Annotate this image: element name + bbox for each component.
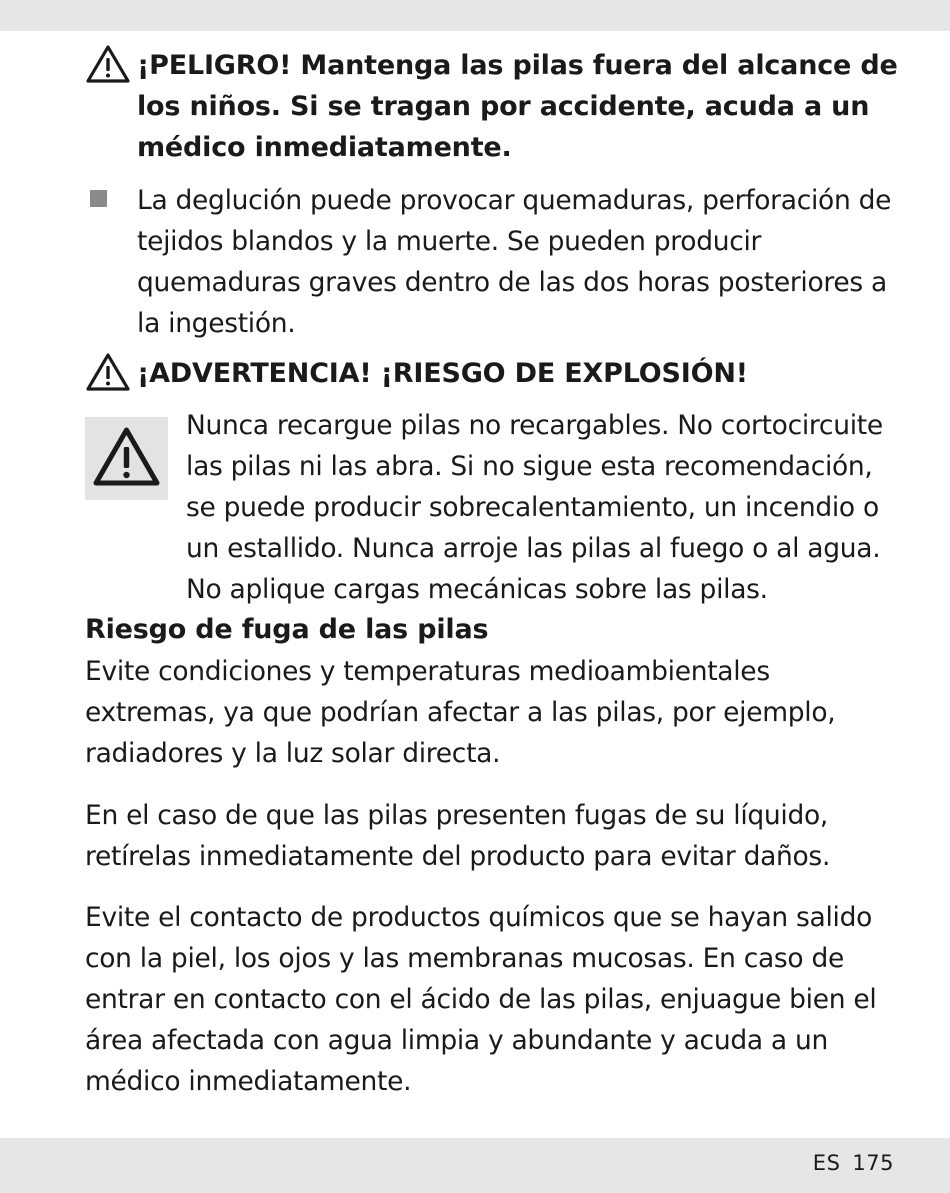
leak-paragraph-2: En el caso de que las pilas presenten fugas de su líquido, retírelas inmediatamente del producto para evitar daños. [85,800,831,872]
warning-triangle-icon [85,417,168,500]
page-footer [813,1151,894,1175]
danger-warning-triangle-icon [85,44,131,84]
leak-paragraph-1: Evite condiciones y temperaturas medioambientales extremas, ya que podrían afectar a las pilas, por ejemplo, radiadores y la luz solar directa. [85,656,836,769]
warning-heading: ¡ADVERTENCIA! ¡RIESGO DE EXPLOSIÓN! [137,358,748,389]
top-band [0,0,950,31]
page-number: 175 [852,1151,894,1175]
footer-band [0,1138,950,1193]
boxed-warning-icon [85,417,168,500]
explosion-warning-text: Nunca recargue pilas no recargables. No cortocircuite las pilas ni las abra. Si no sigue esta recomendación, se puede producir sobrecalentamiento, un incendio o un estallido. Nunca arroje las pilas al fuego o al agua. No aplique cargas mecánicas sobre las pilas. [186,410,883,605]
danger-heading: ¡PELIGRO! Mantenga las pilas fuera del alcance de los niños. Si se tragan por accidente, acuda a un médico inmediatamente. [137,50,898,163]
bullet-square-icon [90,190,107,207]
language-code: ES [812,1151,841,1175]
leak-paragraph-3: Evite el contacto de productos químicos que se hayan salido con la piel, los ojos y las membranas mucosas. En caso de entrar en contacto con el ácido de las pilas, enjuague bien el área afectada con agua limpia y abundante y acuda a un médico inmediatamente. [85,902,877,1097]
warning-triangle-icon [85,352,131,392]
leak-heading: Riesgo de fuga de las pilas [85,614,489,645]
danger-bullet-text: La deglución puede provocar quemaduras, perforación de tejidos blandos y la muerte. Se pueden producir quemaduras graves dentro de las dos horas posteriores a la ingestión. [137,185,892,339]
